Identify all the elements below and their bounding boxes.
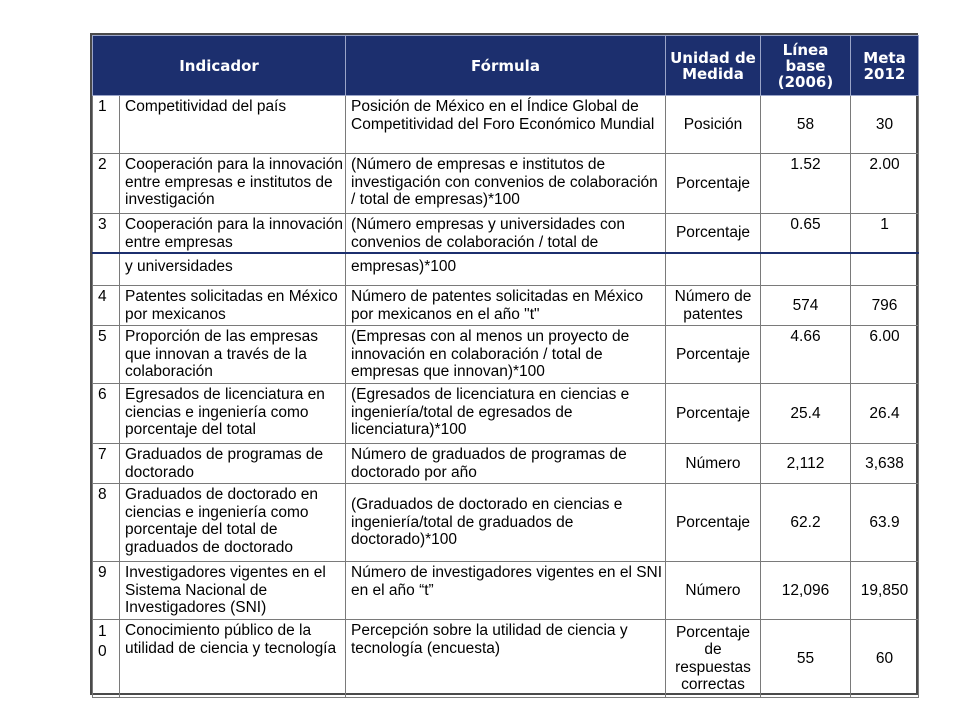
indicator-cell: Cooperación para la innovación entre empresas e institutos de investigación bbox=[120, 154, 346, 214]
table-header-row bbox=[93, 36, 919, 96]
goal-cell: 6.00 bbox=[851, 326, 919, 384]
row-number: 9 bbox=[93, 562, 120, 620]
table-row bbox=[93, 562, 919, 620]
goal-cell: 30 bbox=[851, 96, 919, 154]
unit-cell bbox=[666, 253, 761, 286]
unit-cell: Porcentaje bbox=[666, 214, 761, 253]
goal-cell: 2.00 bbox=[851, 154, 919, 214]
indicator-table-container bbox=[90, 33, 918, 695]
formula-cell: empresas)*100 bbox=[346, 253, 666, 286]
unit-cell: Porcentaje bbox=[666, 154, 761, 214]
indicator-cell: Patentes solicitadas en México por mexicanos bbox=[120, 286, 346, 326]
formula-cell: Número de patentes solicitadas en México por mexicanos en el año "t" bbox=[346, 286, 666, 326]
unit-cell: Número bbox=[666, 444, 761, 484]
row-number: 1 bbox=[93, 96, 120, 154]
table-row bbox=[93, 444, 919, 484]
table-row bbox=[93, 620, 919, 698]
header-indicador: Indicador bbox=[93, 36, 346, 96]
indicator-cell: Graduados de programas de doctorado bbox=[120, 444, 346, 484]
formula-cell: Número de investigadores vigentes en el SNI en el año “t” bbox=[346, 562, 666, 620]
formula-cell: (Egresados de licenciatura en ciencias e ingeniería/total de egresados de licenciatura)*100 bbox=[346, 384, 666, 444]
goal-cell: 796 bbox=[851, 286, 919, 326]
table-row bbox=[93, 384, 919, 444]
table-row bbox=[93, 96, 919, 154]
goal-cell: 26.4 bbox=[851, 384, 919, 444]
baseline-cell: 574 bbox=[761, 286, 851, 326]
indicator-cell: Investigadores vigentes en el Sistema Nacional de Investigadores (SNI) bbox=[120, 562, 346, 620]
goal-cell bbox=[851, 253, 919, 286]
unit-cell: Porcentaje bbox=[666, 484, 761, 562]
indicator-cell: Egresados de licenciatura en ciencias e ingeniería como porcentaje del total bbox=[120, 384, 346, 444]
baseline-cell: 12,096 bbox=[761, 562, 851, 620]
table-row bbox=[93, 154, 919, 214]
goal-cell: 3,638 bbox=[851, 444, 919, 484]
baseline-cell: 25.4 bbox=[761, 384, 851, 444]
table-row bbox=[93, 326, 919, 384]
baseline-cell: 55 bbox=[761, 620, 851, 698]
formula-cell: (Número de empresas e institutos de investigación con convenios de colaboración / total de empresas)*100 bbox=[346, 154, 666, 214]
table-row bbox=[93, 214, 919, 253]
baseline-cell: 0.65 bbox=[761, 214, 851, 253]
baseline-cell: 2,112 bbox=[761, 444, 851, 484]
row-number bbox=[93, 253, 120, 286]
formula-cell: Posición de México en el Índice Global de Competitividad del Foro Económico Mundial bbox=[346, 96, 666, 154]
header-linea-base: Línea base (2006) bbox=[761, 36, 851, 96]
header-formula: Fórmula bbox=[346, 36, 666, 96]
formula-cell: Percepción sobre la utilidad de ciencia y tecnología (encuesta) bbox=[346, 620, 666, 698]
formula-cell: (Empresas con al menos un proyecto de innovación en colaboración / total de empresas que innovan)*100 bbox=[346, 326, 666, 384]
row-number: 8 bbox=[93, 484, 120, 562]
indicator-cell: Conocimiento público de la utilidad de ciencia y tecnología bbox=[120, 620, 346, 698]
goal-cell: 60 bbox=[851, 620, 919, 698]
header-unidad: Unidad de Medida bbox=[666, 36, 761, 96]
unit-cell: Porcentaje bbox=[666, 326, 761, 384]
table-row bbox=[93, 286, 919, 326]
row-number: 3 bbox=[93, 214, 120, 253]
unit-cell: Porcentaje bbox=[666, 384, 761, 444]
baseline-cell bbox=[761, 253, 851, 286]
goal-cell: 63.9 bbox=[851, 484, 919, 562]
goal-cell: 19,850 bbox=[851, 562, 919, 620]
unit-cell: Posición bbox=[666, 96, 761, 154]
row-number: 5 bbox=[93, 326, 120, 384]
formula-cell: (Graduados de doctorado en ciencias e ingeniería/total de graduados de doctorado)*100 bbox=[346, 484, 666, 562]
formula-cell: (Número empresas y universidades con convenios de colaboración / total de bbox=[346, 214, 666, 253]
indicator-cell: Graduados de doctorado en ciencias e ingeniería como porcentaje del total de graduados de doctorado bbox=[120, 484, 346, 562]
indicator-table bbox=[92, 35, 919, 698]
indicator-cell: y universidades bbox=[120, 253, 346, 286]
indicator-cell: Competitividad del país bbox=[120, 96, 346, 154]
row-number: 7 bbox=[93, 444, 120, 484]
row-number: 4 bbox=[93, 286, 120, 326]
row-number: 6 bbox=[93, 384, 120, 444]
indicator-cell: Proporción de las empresas que innovan a través de la colaboración bbox=[120, 326, 346, 384]
unit-cell: Número bbox=[666, 562, 761, 620]
row-number: 2 bbox=[93, 154, 120, 214]
unit-cell: Número de patentes bbox=[666, 286, 761, 326]
indicator-cell: Cooperación para la innovación entre empresas bbox=[120, 214, 346, 253]
unit-cell: Porcentaje de respuestas correctas bbox=[666, 620, 761, 698]
baseline-cell: 4.66 bbox=[761, 326, 851, 384]
formula-cell: Número de graduados de programas de doctorado por año bbox=[346, 444, 666, 484]
table-row bbox=[93, 484, 919, 562]
goal-cell: 1 bbox=[851, 214, 919, 253]
header-meta: Meta 2012 bbox=[851, 36, 919, 96]
baseline-cell: 1.52 bbox=[761, 154, 851, 214]
baseline-cell: 58 bbox=[761, 96, 851, 154]
row-number: 1 0 bbox=[93, 620, 120, 698]
baseline-cell: 62.2 bbox=[761, 484, 851, 562]
table-row-continuation bbox=[93, 253, 919, 286]
